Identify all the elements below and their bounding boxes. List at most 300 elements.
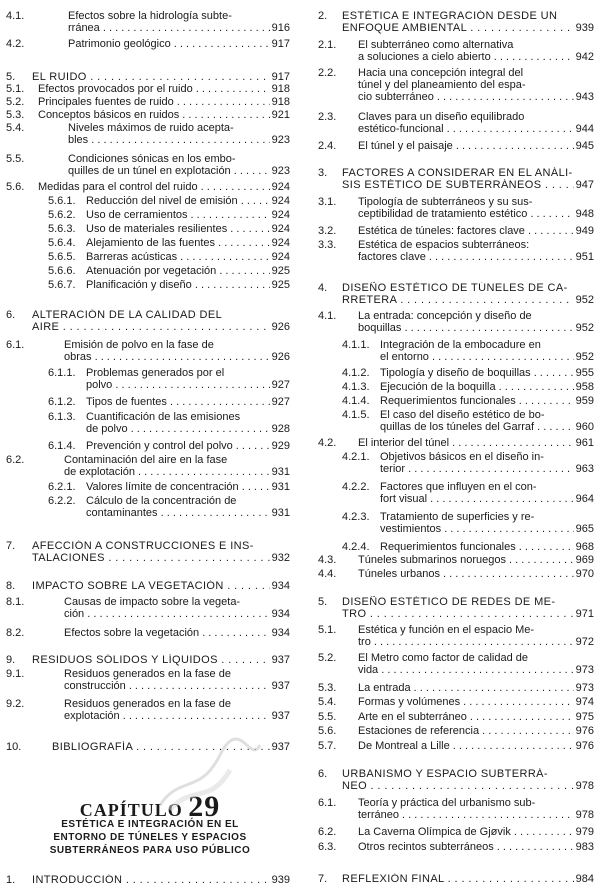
toc-subsection-entry [304, 797, 594, 821]
toc-page-number: 927 [271, 379, 290, 391]
toc-subsection-entry [0, 109, 290, 121]
toc-page-number: 925 [271, 265, 290, 277]
toc-entry-title: Tipología de subterráneos y su sus- [358, 196, 533, 208]
toc-entry-title: DISEÑO ESTÉTICO DE REDES DE ME- [342, 596, 556, 608]
toc-subsection-entry [304, 725, 594, 737]
toc-entry-number: 6.1.1. [48, 367, 76, 379]
toc-entry-number: 6.2. [318, 826, 337, 838]
toc-page-number: 939 [271, 874, 290, 886]
toc-subsection-entry [304, 652, 594, 676]
toc-subsection-entry [0, 411, 290, 435]
toc-subsection-entry [0, 454, 290, 478]
toc-subsection-entry [0, 279, 290, 291]
toc-entry-title: El caso del diseño estético de bo- [380, 409, 545, 421]
toc-page-number: 952 [575, 322, 594, 334]
toc-entry-title: Túneles urbanos . . . [358, 568, 594, 580]
toc-subsection-entry [0, 122, 290, 146]
toc-entry-title: ción . . . [64, 608, 290, 620]
toc-subsection-entry [304, 437, 594, 449]
toc-entry-title: Hacia una concepción integral del [358, 67, 524, 79]
toc-section-entry [304, 282, 594, 306]
toc-page-number: 934 [271, 608, 290, 620]
toc-entry-number: 5.4. [6, 122, 25, 134]
toc-page-number: 931 [271, 481, 290, 493]
toc-page-number: 971 [575, 608, 594, 620]
toc-entry-title: EL RUIDO . . . [32, 71, 290, 83]
chapter-title-line: ESTÉTICA E INTEGRACIÓN EN EL [61, 819, 239, 830]
toc-subsection-entry [0, 367, 290, 391]
toc-subsection-entry [304, 711, 594, 723]
toc-entry-number: 5.6.4. [48, 237, 76, 249]
toc-entry-title: Requerimientos funcionales . . . [380, 395, 594, 407]
toc-page-number: 918 [271, 83, 290, 95]
toc-entry-title: Problemas generados por el [86, 367, 225, 379]
toc-entry-title: Barreras acústicas . . . [86, 251, 290, 263]
toc-subsection-entry [304, 39, 594, 63]
toc-entry-title: factores clave . . . [358, 251, 594, 263]
toc-page-number: 968 [575, 541, 594, 553]
toc-page-number: 970 [575, 568, 594, 580]
toc-entry-title: Efectos provocados por el ruido . . . [38, 83, 290, 95]
toc-page-number: 931 [271, 466, 290, 478]
toc-entry-number: 6.3. [318, 841, 337, 853]
toc-entry-title: estético-funcional . . . [358, 123, 594, 135]
toc-page-number: 927 [271, 396, 290, 408]
toc-subsection-entry [304, 395, 594, 407]
toc-entry-number: 4.2. [318, 437, 337, 449]
toc-entry-number: 6. [6, 309, 16, 321]
toc-section-entry [0, 741, 290, 753]
toc-entry-title: Cuantificación de las emisiones [86, 411, 241, 423]
toc-entry-title: Prevención y control del polvo . . . [86, 440, 290, 452]
toc-entry-title: TRO . . . [342, 608, 594, 620]
toc-subsection-entry [304, 67, 594, 103]
toc-subsection-entry [0, 223, 290, 235]
toc-page-number: 951 [575, 251, 594, 263]
toc-entry-number: 5. [318, 596, 328, 608]
toc-entry-title: Estética y función en el espacio Me- [358, 624, 535, 636]
toc-entry-number: 4.1. [6, 10, 25, 22]
toc-entry-number: 4.1.1. [342, 339, 370, 351]
toc-page-number: 955 [575, 367, 594, 379]
toc-page-number: 937 [271, 680, 290, 692]
toc-entry-title: Residuos generados en la fase de [64, 698, 231, 710]
toc-entry-number: 5.3. [318, 682, 337, 694]
toc-subsection-entry [304, 451, 594, 475]
toc-page-number: 917 [271, 71, 290, 83]
toc-entry-title: terráneo . . . [358, 809, 594, 821]
toc-entry-title: El subterráneo como alternativa [358, 39, 514, 51]
toc-page-number: 960 [575, 421, 594, 433]
toc-page-number: 973 [575, 682, 594, 694]
toc-subsection-entry [304, 339, 594, 363]
toc-entry-number: 4.2.4. [342, 541, 370, 553]
toc-section-entry [0, 580, 290, 592]
toc-subsection-entry [304, 624, 594, 648]
toc-entry-number: 4.2. [6, 38, 25, 50]
toc-entry-title: Factores que influyen en el con- [380, 481, 537, 493]
toc-page-number: 923 [271, 134, 290, 146]
toc-section-entry [0, 309, 290, 333]
toc-entry-number: 3.3. [318, 239, 337, 251]
toc-page-number: 975 [575, 711, 594, 723]
chapter-title-line: ENTORNO DE TÚNELES Y ESPACIOS [53, 832, 247, 843]
toc-entry-number: 6.1. [6, 339, 25, 351]
toc-entry-title: SIS ESTÉTICO DE SUBTERRÁNEOS . . . [342, 179, 594, 191]
toc-entry-number: 4.3. [318, 554, 337, 566]
toc-subsection-entry [304, 140, 594, 152]
toc-entry-title: rránea . . . [68, 22, 290, 34]
toc-subsection-entry [0, 237, 290, 249]
toc-entry-number: 6. [318, 768, 328, 780]
toc-subsection-entry [0, 481, 290, 493]
toc-entry-title: ceptibilidad de tratamiento estético . . . [358, 208, 594, 220]
toc-subsection-entry [0, 440, 290, 452]
toc-subsection-entry [304, 381, 594, 393]
toc-entry-title: ENFOQUE AMBIENTAL . . . [342, 22, 594, 34]
toc-entry-title: Medidas para el control del ruido . . . [38, 181, 290, 193]
toc-entry-title: Efectos sobre la hidrología subte- [68, 10, 232, 22]
toc-subsection-entry [304, 696, 594, 708]
toc-page-number: 979 [575, 826, 594, 838]
toc-page-number: 984 [575, 873, 594, 885]
toc-entry-number: 4.1.3. [342, 381, 370, 393]
toc-entry-title: tro . . . [358, 636, 594, 648]
toc-page-number: 939 [575, 22, 594, 34]
toc-page-number: 924 [271, 195, 290, 207]
toc-entry-title: FACTORES A CONSIDERAR EN EL ANÁLI- [342, 167, 573, 179]
toc-entry-title: vestimientos . . . [380, 523, 594, 535]
chapter-title-line: SUBTERRÁNEOS PARA USO PÚBLICO [49, 845, 251, 856]
toc-subsection-entry [304, 367, 594, 379]
toc-entry-title: La entrada: concepción y diseño de [358, 310, 532, 322]
toc-entry-number: 5.2. [318, 652, 337, 664]
toc-page-number: 948 [575, 208, 594, 220]
toc-page-number: 942 [575, 51, 594, 63]
toc-entry-title: Otros recintos subterráneos . . . [358, 841, 594, 853]
toc-entry-title: La entrada . . . [358, 682, 594, 694]
toc-entry-title: Ejecución de la boquilla . . . [380, 381, 594, 393]
toc-page-number: 976 [575, 725, 594, 737]
toc-entry-title: TALACIONES . . . [32, 552, 290, 564]
toc-entry-title: Claves para un diseño equilibrado [358, 111, 525, 123]
toc-subsection-entry [304, 568, 594, 580]
toc-page-number: 924 [271, 181, 290, 193]
chapter-title [0, 818, 300, 857]
toc-entry-number: 6.1.3. [48, 411, 76, 423]
toc-entry-number: 5.5. [318, 711, 337, 723]
toc-entry-title: Atenuación por vegetación . . . [86, 265, 290, 277]
toc-entry-title: túnel y del planeamiento del espa- [358, 79, 526, 91]
toc-entry-title: La Caverna Olímpica de Gjøvik . . . [358, 826, 594, 838]
toc-subsection-entry [304, 225, 594, 237]
toc-subsection-entry [304, 682, 594, 694]
toc-entry-title: Formas y volúmenes . . . [358, 696, 594, 708]
toc-subsection-entry [304, 740, 594, 752]
toc-page-number: 978 [575, 809, 594, 821]
toc-entry-number: 6.2.1. [48, 481, 76, 493]
toc-entry-title: Alejamiento de las fuentes . . . [86, 237, 290, 249]
toc-page-number: 964 [575, 493, 594, 505]
toc-page-number: 963 [575, 463, 594, 475]
toc-entry-number: 8.1. [6, 596, 25, 608]
toc-entry-number: 5.5. [6, 153, 25, 165]
toc-subsection-entry [0, 495, 290, 519]
toc-entry-title: Cálculo de la concentración de [86, 495, 237, 507]
toc-page-number: 937 [271, 710, 290, 722]
toc-entry-title: URBANISMO Y ESPACIO SUBTERRÁ- [342, 768, 548, 780]
toc-entry-number: 5. [6, 71, 16, 83]
toc-entry-title: explotación . . . [64, 710, 290, 722]
toc-page-number: 924 [271, 223, 290, 235]
toc-entry-title: Uso de materiales resilientes . . . [86, 223, 290, 235]
toc-section-entry [304, 10, 594, 34]
toc-section-entry [0, 540, 290, 564]
toc-entry-title: cio subterráneo . . . [358, 91, 594, 103]
toc-subsection-entry [304, 841, 594, 853]
toc-subsection-entry [0, 209, 290, 221]
toc-entry-title: REFLEXIÓN FINAL . . . [342, 873, 594, 885]
toc-entry-title: Valores límite de concentración . . . [86, 481, 290, 493]
toc-entry-title: INTRODUCCIÓN . . . [32, 874, 290, 886]
toc-entry-title: Condiciones sónicas en los embo- [68, 153, 236, 165]
toc-page-number: 918 [271, 96, 290, 108]
toc-subsection-entry [0, 668, 290, 692]
toc-page-number: 921 [271, 109, 290, 121]
toc-entry-number: 6.1.2. [48, 396, 76, 408]
toc-entry-title: ESTÉTICA E INTEGRACIÓN DESDE UN [342, 10, 558, 22]
toc-page-number: 945 [575, 140, 594, 152]
toc-page-number: 959 [575, 395, 594, 407]
toc-entry-number: 2. [318, 10, 328, 22]
toc-entry-title: ALTERACIÓN DE LA CALIDAD DEL [32, 309, 223, 321]
toc-subsection-entry [304, 481, 594, 505]
toc-entry-number: 3. [318, 167, 328, 179]
toc-page-number: 972 [575, 636, 594, 648]
toc-section-entry [0, 71, 290, 83]
toc-page-number: 926 [271, 351, 290, 363]
toc-subsection-entry [304, 511, 594, 535]
toc-subsection-entry [0, 181, 290, 193]
toc-page-number: 924 [271, 237, 290, 249]
toc-entry-number: 8. [6, 580, 16, 592]
toc-section-entry [0, 654, 290, 666]
toc-entry-number: 5.6.7. [48, 279, 76, 291]
toc-entry-title: vida . . . [358, 664, 594, 676]
toc-page-number: 978 [575, 780, 594, 792]
toc-entry-title: Efectos sobre la vegetación . . . [64, 627, 290, 639]
toc-section-entry [304, 596, 594, 620]
toc-entry-number: 9. [6, 654, 16, 666]
toc-subsection-entry [0, 10, 290, 34]
toc-entry-title: Objetivos básicos en el diseño in- [380, 451, 544, 463]
toc-section-entry [304, 768, 594, 792]
toc-subsection-entry [304, 554, 594, 566]
toc-entry-number: 5.6.6. [48, 265, 76, 277]
toc-entry-title: BIBLIOGRAFÍA . . . [52, 741, 290, 753]
toc-entry-number: 3.2. [318, 225, 337, 237]
toc-right-column [304, 0, 594, 892]
toc-entry-title: El Metro como factor de calidad de [358, 652, 528, 664]
toc-entry-title: bles . . . [68, 134, 290, 146]
chapter-number: 29 [188, 790, 221, 823]
toc-entry-title: Integración de la embocadure en [380, 339, 541, 351]
toc-page-number: 973 [575, 664, 594, 676]
toc-entry-title: terior . . . [380, 463, 594, 475]
toc-entry-title: Túneles submarinos noruegos . . . [358, 554, 594, 566]
toc-page-number: 925 [271, 279, 290, 291]
toc-left-column [0, 0, 290, 892]
toc-entry-title: Estética de espacios subterráneos: [358, 239, 530, 251]
toc-page-number: 937 [271, 654, 290, 666]
toc-entry-number: 9.2. [6, 698, 25, 710]
toc-entry-title: Niveles máximos de ruido acepta- [68, 122, 234, 134]
toc-entry-title: AIRE . . . [32, 321, 290, 333]
toc-entry-number: 2.4. [318, 140, 337, 152]
toc-entry-number: 4. [318, 282, 328, 294]
toc-page-number: 943 [575, 91, 594, 103]
toc-page-number: 924 [271, 251, 290, 263]
toc-section-entry [304, 167, 594, 191]
toc-entry-title: De Montreal a Lille . . . [358, 740, 594, 752]
toc-entry-number: 5.1. [6, 83, 25, 95]
toc-section-entry [304, 873, 594, 885]
toc-entry-title: obras . . . [64, 351, 290, 363]
toc-entry-title: fort visual . . . [380, 493, 594, 505]
toc-entry-number: 3.1. [318, 196, 337, 208]
toc-entry-number: 5.6.5. [48, 251, 76, 263]
toc-page-number: 983 [575, 841, 594, 853]
toc-entry-title: Requerimientos funcionales . . . [380, 541, 594, 553]
toc-subsection-entry [304, 409, 594, 433]
toc-entry-number: 2.2. [318, 67, 337, 79]
toc-entry-number: 6.1.4. [48, 440, 76, 452]
toc-subsection-entry [0, 83, 290, 95]
toc-page-number: 929 [271, 440, 290, 452]
toc-entry-number: 2.1. [318, 39, 337, 51]
toc-page-number: 944 [575, 123, 594, 135]
toc-page-number: 965 [575, 523, 594, 535]
toc-entry-number: 5.6.3. [48, 223, 76, 235]
toc-subsection-entry [304, 239, 594, 263]
toc-page-number: 974 [575, 696, 594, 708]
toc-subsection-entry [0, 339, 290, 363]
toc-entry-number: 5.4. [318, 696, 337, 708]
toc-entry-title: IMPACTO SOBRE LA VEGETACIÓN . . . [32, 580, 290, 592]
toc-entry-number: 4.1.5. [342, 409, 370, 421]
toc-entry-title: Emisión de polvo en la fase de [64, 339, 214, 351]
toc-page-number: 928 [271, 423, 290, 435]
toc-entry-number: 7. [318, 873, 328, 885]
toc-subsection-entry [0, 627, 290, 639]
toc-entry-title: Conceptos básicos en ruidos . . . [38, 109, 290, 121]
toc-page-number: 949 [575, 225, 594, 237]
toc-subsection-entry [0, 396, 290, 408]
toc-entry-number: 5.6.2. [48, 209, 76, 221]
toc-page-number: 923 [271, 165, 290, 177]
toc-entry-title: Principales fuentes de ruido . . . [38, 96, 290, 108]
toc-entry-title: Uso de cerramientos . . . [86, 209, 290, 221]
toc-entry-title: quillas de los túneles del Garraf . . . [380, 421, 594, 433]
toc-entry-title: de explotación . . . [64, 466, 290, 478]
toc-entry-number: 4.1.2. [342, 367, 370, 379]
toc-entry-title: Causas de impacto sobre la vegeta- [64, 596, 241, 608]
toc-subsection-entry [0, 96, 290, 108]
toc-entry-number: 4.2.1. [342, 451, 370, 463]
toc-entry-title: AFECCIÓN A CONSTRUCCIONES E INS- [32, 540, 254, 552]
toc-entry-number: 10. [6, 741, 22, 753]
toc-page-number: 916 [271, 22, 290, 34]
toc-entry-title: Tratamiento de superficies y re- [380, 511, 535, 523]
toc-entry-title: Tipos de fuentes . . . [86, 396, 290, 408]
toc-entry-number: 5.3. [6, 109, 25, 121]
toc-entry-title: el entorno . . . [380, 351, 594, 363]
toc-page-number: 947 [575, 179, 594, 191]
toc-entry-number: 4.1.4. [342, 395, 370, 407]
toc-entry-title: Residuos generados en la fase de [64, 668, 231, 680]
toc-page-number: 969 [575, 554, 594, 566]
toc-entry-title: Arte en el subterráneo . . . [358, 711, 594, 723]
toc-entry-number: 5.1. [318, 624, 337, 636]
toc-subsection-entry [0, 153, 290, 177]
toc-subsection-entry [304, 541, 594, 553]
toc-entry-title: Reducción del nivel de emisión . . . [86, 195, 290, 207]
toc-entry-number: 2.3. [318, 111, 337, 123]
toc-entry-number: 4.2.2. [342, 481, 370, 493]
toc-page-number: 961 [575, 437, 594, 449]
toc-entry-title: Tipología y diseño de boquillas . . . [380, 367, 594, 379]
toc-page-number: 924 [271, 209, 290, 221]
toc-entry-number: 6.1. [318, 797, 337, 809]
toc-page-number: 917 [271, 38, 290, 50]
toc-entry-number: 5.6.1. [48, 195, 76, 207]
toc-entry-number: 9.1. [6, 668, 25, 680]
toc-subsection-entry [304, 826, 594, 838]
toc-page-number: 934 [271, 580, 290, 592]
toc-entry-title: El interior del túnel . . . [358, 437, 594, 449]
toc-subsection-entry [0, 251, 290, 263]
toc-entry-title: El túnel y el paisaje . . . [358, 140, 594, 152]
toc-entry-title: de polvo . . . [86, 423, 290, 435]
toc-page-number: 934 [271, 627, 290, 639]
toc-subsection-entry [0, 265, 290, 277]
toc-subsection-entry [0, 195, 290, 207]
toc-entry-number: 5.6. [6, 181, 25, 193]
toc-entry-title: RRETERA . . . [342, 294, 594, 306]
toc-entry-number: 7. [6, 540, 16, 552]
toc-entry-number: 8.2. [6, 627, 25, 639]
toc-entry-number: 5.2. [6, 96, 25, 108]
toc-entry-title: Patrimonio geológico . . . [68, 38, 290, 50]
toc-page-number: 952 [575, 294, 594, 306]
toc-entry-title: NEO . . . [342, 780, 594, 792]
toc-entry-title: boquillas . . . [358, 322, 594, 334]
toc-subsection-entry [0, 698, 290, 722]
toc-entry-title: Planificación y diseño . . . [86, 279, 290, 291]
toc-entry-number: 6.2. [6, 454, 25, 466]
toc-section-entry [0, 874, 290, 886]
toc-entry-number: 6.2.2. [48, 495, 76, 507]
toc-page-number: 976 [575, 740, 594, 752]
toc-entry-number: 4.1. [318, 310, 337, 322]
toc-page-number: 931 [271, 507, 290, 519]
toc-entry-title: quilles de un túnel en explotación . . . [68, 165, 290, 177]
toc-entry-title: DISEÑO ESTÉTICO DE TÚNELES DE CA- [342, 282, 568, 294]
toc-entry-title: Estética de túneles: factores clave . . . [358, 225, 594, 237]
toc-entry-number: 5.6. [318, 725, 337, 737]
toc-entry-title: contaminantes . . . [86, 507, 290, 519]
toc-entry-title: construcción . . . [64, 680, 290, 692]
